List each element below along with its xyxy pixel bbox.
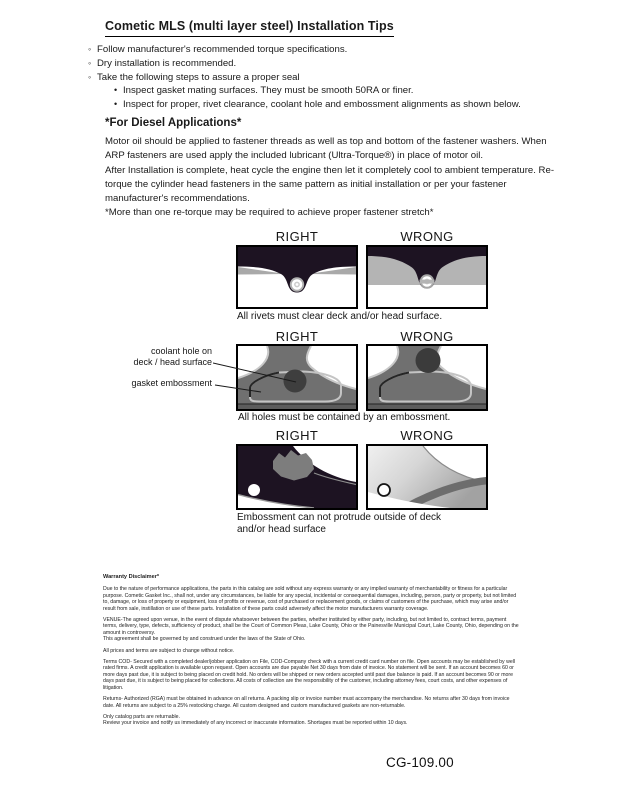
paragraph: After Installation is complete, heat cycle the engine then let it completely cool to ambient temperature. Re-torque the cylinder head fasteners in the same pattern as initial installation or per your fastener manufacturer's recommendations. [105,165,555,204]
open-bullet-icon: ◦ [88,57,92,68]
protrusion-wrong-diagram [366,444,488,510]
warranty-paragraph: This agreement shall be governed by and construed under the laws of the State of Ohio. [103,636,306,643]
annotation-leader-lines [213,358,299,396]
right-label: RIGHT [275,428,319,443]
tip-text: Follow manufacturer's recommended torque specifications. [97,44,348,55]
warranty-paragraph: Review your invoice and notify us immediately of any incorrect or inaccurate information. Shortages must be reported within 10 days. [103,720,408,727]
protrusion-right-diagram [236,444,358,510]
tip-text: Inspect gasket mating surfaces. They must be smooth 50RA or finer. [123,85,414,97]
tip-text: Inspect for proper, rivet clearance, coolant hole and embossment alignments as shown below. [123,99,521,111]
rivet-right-diagram [236,245,358,309]
warranty-heading: Warranty Disclaimer* [103,574,160,580]
list-item [88,71,521,85]
warranty-paragraph: Only catalog parts are returnable. [103,713,180,720]
list-item [114,84,521,98]
paragraph: *More than one re-torque may be required to achieve proper fastener stretch* [105,207,434,218]
list-item [88,57,521,71]
gasket-embossment-annotation [102,378,212,389]
rivet-clear-right-illustration [238,247,356,307]
wrong-label: WRONG [400,428,454,443]
filled-bullet-icon: • [114,99,118,110]
annotation-text: coolant hole on [150,346,212,356]
tip-text: Dry installation is recommended. [97,57,237,69]
warranty-paragraph: All prices and terms are subject to change without notice. [103,647,235,654]
warranty-paragraph: Due to the nature of performance applications, the parts in this catalog are sold without any express warranty or any implied warranty of merchantability or fitness for a particular purpose. Cometic Gasket Inc., shall not, under any circumstances, be liable for any special, incidental or consequential damages, including, person, party or property, but not limited to, damage, or loss of property or equipment, loss of profits or revenue, cost of purchased or replacement goods, or claims of customers of the purchase, which may arise and/or result from sale, instillation or use of these parts. Installation of these parts could adversely affect the motor manufacturers warranty coverage. [103,586,517,612]
right-label: RIGHT [275,229,319,244]
warranty-paragraph: VENUE-The agreed upon venue, in the event of dispute whatsoever between the parties, whether instituted by either party, including, but not limited to, contract terms, payment terms, delivery, type, defects, sufficiency of product, shall be the Court of Common Pleas, Lake County, Ohio or the Painesville Municipal Court, Lake County, Ohio, depending on the amount in controversy. [103,617,519,636]
annotation-text: deck / head surface [133,356,212,367]
wrong-label: WRONG [400,229,454,244]
protrusion-right-illustration [238,446,356,508]
diesel-heading: *For Diesel Applications* [105,117,242,129]
protrusion-wrong-illustration [368,446,486,508]
page-title: Cometic MLS (multi layer steel) Installation Tips [105,19,394,37]
page-code: CG-109.00 [386,755,454,770]
rivet-clear-wrong-illustration [368,247,486,307]
figure-caption: All holes must be contained by an embossment. [238,412,451,423]
warranty-paragraph: Returns- Authorized (RGA) must be obtained in advance on all returns. A packing slip or invoice number must accompany the merchandise. No returns after 30 days from invoice date. All returns are subject to a 25% restocking charge. All custom designed and custom manufactured gaskets are non-returnable. [103,696,510,709]
installation-tips-list [88,43,521,112]
figure-caption: All rivets must clear deck and/or head surface. [237,311,443,322]
open-bullet-icon: ◦ [88,71,92,82]
annotation-text: gasket embossment [131,378,212,388]
open-bullet-icon: ◦ [88,44,92,54]
filled-bullet-icon: • [114,85,118,96]
paragraph: Motor oil should be applied to fastener threads as well as top and bottom of the fastener washers. When ARP fasteners are used apply the included lubricant (Ultra-Torque®) in place of motor oil. [105,136,547,161]
list-item [88,43,521,57]
hole-contained-wrong-illustration [368,346,486,409]
list-item [114,98,521,112]
rivet-wrong-diagram [366,245,488,309]
figure-caption: Embossment can not protrude outside of deck and/or head surface [237,512,442,535]
tip-text: Take the following steps to assure a proper seal [97,71,300,83]
coolant-hole-annotation [102,346,212,367]
embossment-wrong-diagram [366,344,488,411]
warranty-disclaimer-section [103,574,520,727]
warranty-paragraph: Terms COD- Secured with a completed dealer/jobber application on File, COD-Company check with a current credit card number on file. Open accounts may be established by well rated firms. A credit application is available upon request. Open accounts are due payable Net 30 days from date of invoice. No statement will be sent. If an account becomes 60 or more days past due, it is subject to being placed on credit hold. No orders will be shipped or new orders accepted until past due balance is paid. If an account becomes 90 or more days past due, it is subject to being placed for collections. All costs of collection are the responsibility of the customer, including attorney fees, court costs, and other expenses of litigation. [103,659,516,691]
wrong-label: WRONG [400,329,454,344]
right-label: RIGHT [275,329,319,344]
